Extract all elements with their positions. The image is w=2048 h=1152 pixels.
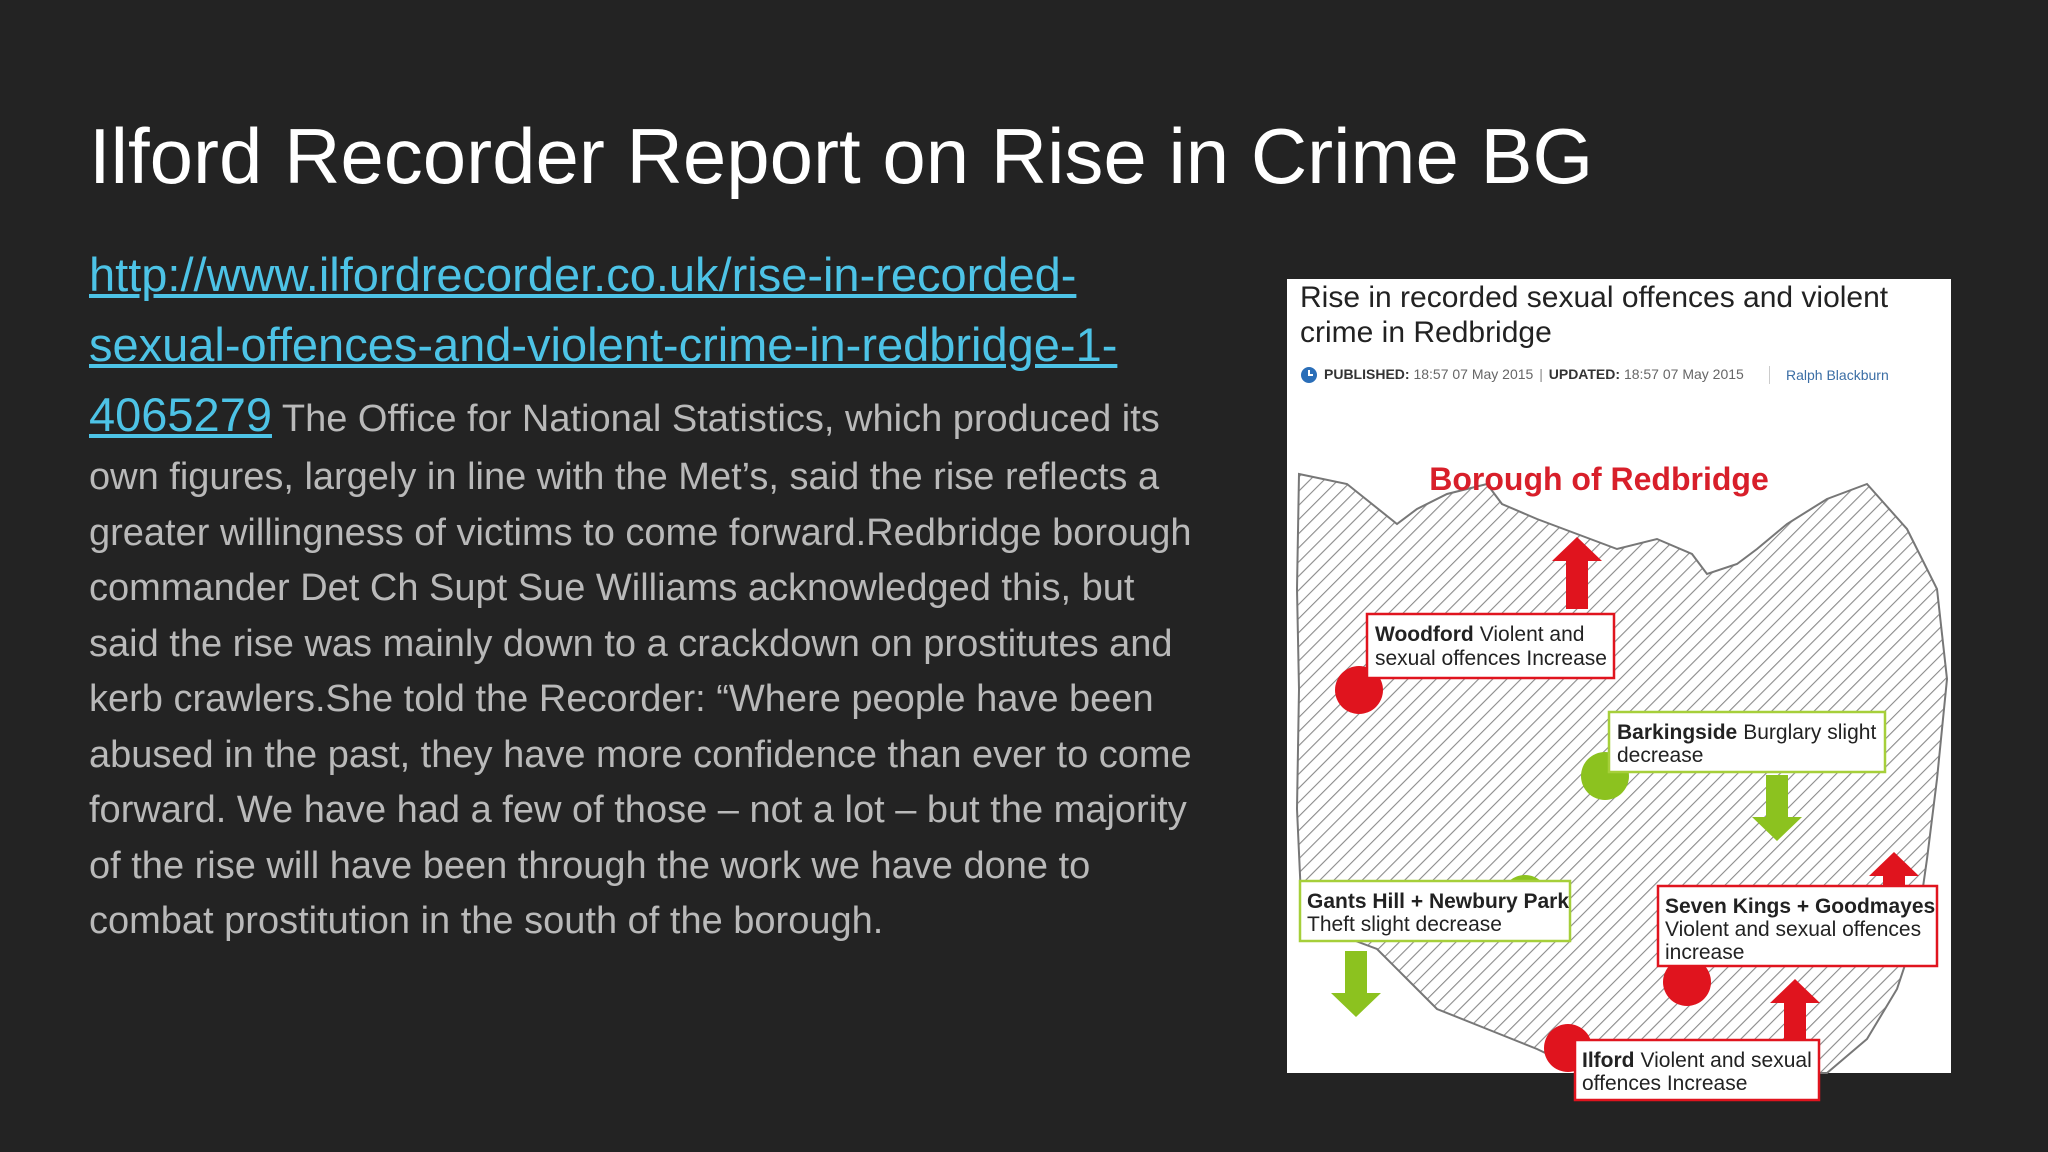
- author-name: Ralph Blackburn: [1786, 367, 1889, 383]
- barkingside-desc-1: Burglary slight: [1743, 721, 1877, 744]
- redbridge-map: [1287, 389, 1951, 1095]
- updated-value: 18:57 07 May 2015: [1623, 366, 1744, 382]
- updated-label: UPDATED:: [1548, 366, 1621, 382]
- meta-separator: |: [1539, 366, 1543, 382]
- ilford-label: [1582, 1049, 1812, 1072]
- woodford-desc-2: sexual offences Increase: [1375, 647, 1607, 670]
- map-title: Borough of Redbridge: [1429, 461, 1769, 497]
- meta-divider: [1769, 366, 1770, 384]
- article-headline: Rise in recorded sexual offences and violent crime in Redbridge: [1300, 281, 1889, 349]
- barkingside-place: Barkingside: [1617, 721, 1738, 744]
- barkingside-label: [1617, 721, 1876, 744]
- published-label: PUBLISHED:: [1324, 366, 1410, 382]
- quote-text: The Office for National Statistics, which produced its own figures, largely in line with the Met’s, said the rise reflects a greater willingness of victims to come forward.Redbridge borough commander Det Ch Supt Sue Williams acknowledged this, but said the rise was mainly down to a crackdown on prostitutes and kerb crawlers.She told the Recorder: “Where people have been abused in the past, they have more confidence than ever to come forward. We have had a few of those – not a lot – but the majority of the rise will have been through the work we have done to combat prostitution in the south of the borough.: [89, 398, 1192, 942]
- seven-kings-desc-2: increase: [1665, 941, 1745, 964]
- clock-icon: [1300, 366, 1318, 384]
- article-image: [1287, 279, 1951, 1095]
- ilford-place: Ilford: [1582, 1049, 1635, 1072]
- gants-hill-place: Gants Hill + Newbury Park: [1307, 890, 1570, 913]
- slide-title: Ilford Recorder Report on Rise in Crime BG: [89, 112, 1594, 200]
- ilford-desc-1: Violent and sexual: [1640, 1049, 1812, 1072]
- ilford-desc-2: offences Increase: [1582, 1072, 1748, 1095]
- gants-hill-desc: Theft slight decrease: [1307, 913, 1502, 936]
- seven-kings-place: Seven Kings + Goodmayes: [1665, 895, 1936, 918]
- published-value: 18:57 07 May 2015: [1413, 366, 1534, 382]
- gants-hill-down-arrow: [1331, 951, 1381, 1017]
- article-meta: [1300, 366, 1940, 386]
- body-paragraph: [89, 240, 1199, 950]
- woodford-desc-1: Violent and: [1479, 623, 1585, 646]
- article-link[interactable]: http://www.ilfordrecorder.co.uk/rise-in-recorded-sexual-offences-and-violent-crime-in-redbridge-1-4065279: [89, 248, 1118, 441]
- woodford-label: [1375, 623, 1584, 646]
- barkingside-desc-2: decrease: [1617, 744, 1704, 767]
- woodford-place: Woodford: [1375, 623, 1474, 646]
- seven-kings-desc-1: Violent and sexual offences: [1665, 918, 1922, 941]
